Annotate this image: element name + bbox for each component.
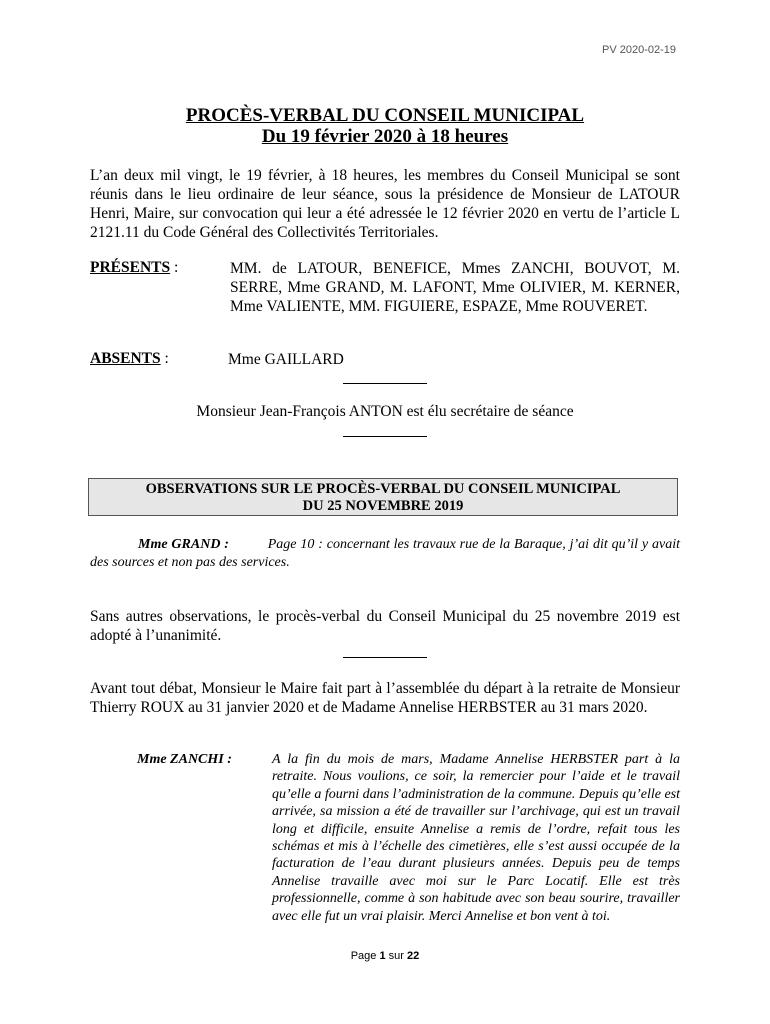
- presents-colon: :: [170, 259, 179, 276]
- footer-page-word: Page: [350, 950, 377, 962]
- secretary-line: Monsieur Jean-François ANTON est élu secrétaire de séance: [196, 403, 574, 420]
- page-footer: [0, 950, 770, 962]
- title-line-1: PROCÈS-VERBAL DU CONSEIL MUNICIPAL: [185, 105, 585, 126]
- footer-page-total: 22: [407, 950, 420, 962]
- absents-colon: :: [160, 350, 169, 367]
- footer-sur-word: sur: [388, 950, 404, 962]
- grand-remark: [90, 536, 680, 572]
- document-reference: PV 2020-02-19: [602, 44, 676, 56]
- presents-label-text: PRÉSENTS: [90, 259, 171, 276]
- grand-text: Page 10 : concernant les travaux rue de la Baraque, j’ai dit qu’il y avait des sources et non pas des services.: [90, 537, 680, 570]
- separator-1: [343, 383, 427, 384]
- separator-3: [343, 657, 427, 658]
- adoption-paragraph: Sans autres observations, le procès-verbal du Conseil Municipal du 25 novembre 2019 est adopté à l’unanimité.: [90, 608, 680, 644]
- presents-label: [90, 259, 178, 277]
- absents-label: [90, 350, 169, 368]
- presents-list: MM. de LATOUR, BENEFICE, Mmes ZANCHI, BOUVOT, M. SERRE, Mme GRAND, M. LAFONT, Mme OLIVIER, M. KERNER, Mme VALIENTE, MM. FIGUIERE, ESPAZE, Mme ROUVERET.: [230, 260, 680, 315]
- page-title: [90, 105, 680, 147]
- separator-2: [343, 436, 427, 437]
- absents-list: Mme GAILLARD: [228, 351, 344, 368]
- absents-label-text: ABSENTS: [90, 350, 161, 367]
- observations-line-2: DU 25 NOVEMBRE 2019: [302, 498, 464, 514]
- footer-page-number: 1: [379, 950, 386, 962]
- grand-speaker: Mme GRAND :: [138, 537, 229, 552]
- observations-line-1: OBSERVATIONS SUR LE PROCÈS-VERBAL DU CONSEIL MUNICIPAL: [145, 481, 621, 497]
- intro-paragraph: L’an deux mil vingt, le 19 février, à 18 heures, les membres du Conseil Municipal se sont réunis dans le lieu ordinaire de leur séance, sous la présidence de Monsieur de LATOUR Henri, Maire, sur convocation qui leur a été adressée le 12 février 2020 en vertu de l’article L 2121.11 du Code Général des Collectivités Territoriales.: [90, 167, 680, 241]
- retirement-paragraph: Avant tout débat, Monsieur le Maire fait part à l’assemblée du départ à la retraite de Monsieur Thierry ROUX au 31 janvier 2020 et de Madame Annelise HERBSTER au 31 mars 2020.: [90, 680, 680, 716]
- zanchi-speaker: Mme ZANCHI :: [137, 752, 232, 767]
- title-line-2: Du 19 février 2020 à 18 heures: [261, 126, 509, 147]
- observations-heading-box: [88, 478, 678, 516]
- zanchi-speech: A la fin du mois de mars, Madame Annelise HERBSTER part à la retraite. Nous voulions, ce soir, la remercier pour l’aide et le travail qu’elle a fourni dans l’administration de la commune. Depuis qu’elle est arrivée, sa mission a été de travailler sur l’archivage, qui est un travail long et difficile, ensuite Annelise a remis de l’ordre, refait tous les schémas et mis à l’échelle des cimetières, elle s’est aussi occupée de la facturation de l’eau durant plusieurs années. Depuis peu de temps Annelise travaille avec moi sur le Parc Locatif. Elle est très professionnelle, comme à son habitude avec son beau sourire, travailler avec elle fut un vrai plaisir. Merci Annelise et bon vent à toi.: [272, 752, 680, 924]
